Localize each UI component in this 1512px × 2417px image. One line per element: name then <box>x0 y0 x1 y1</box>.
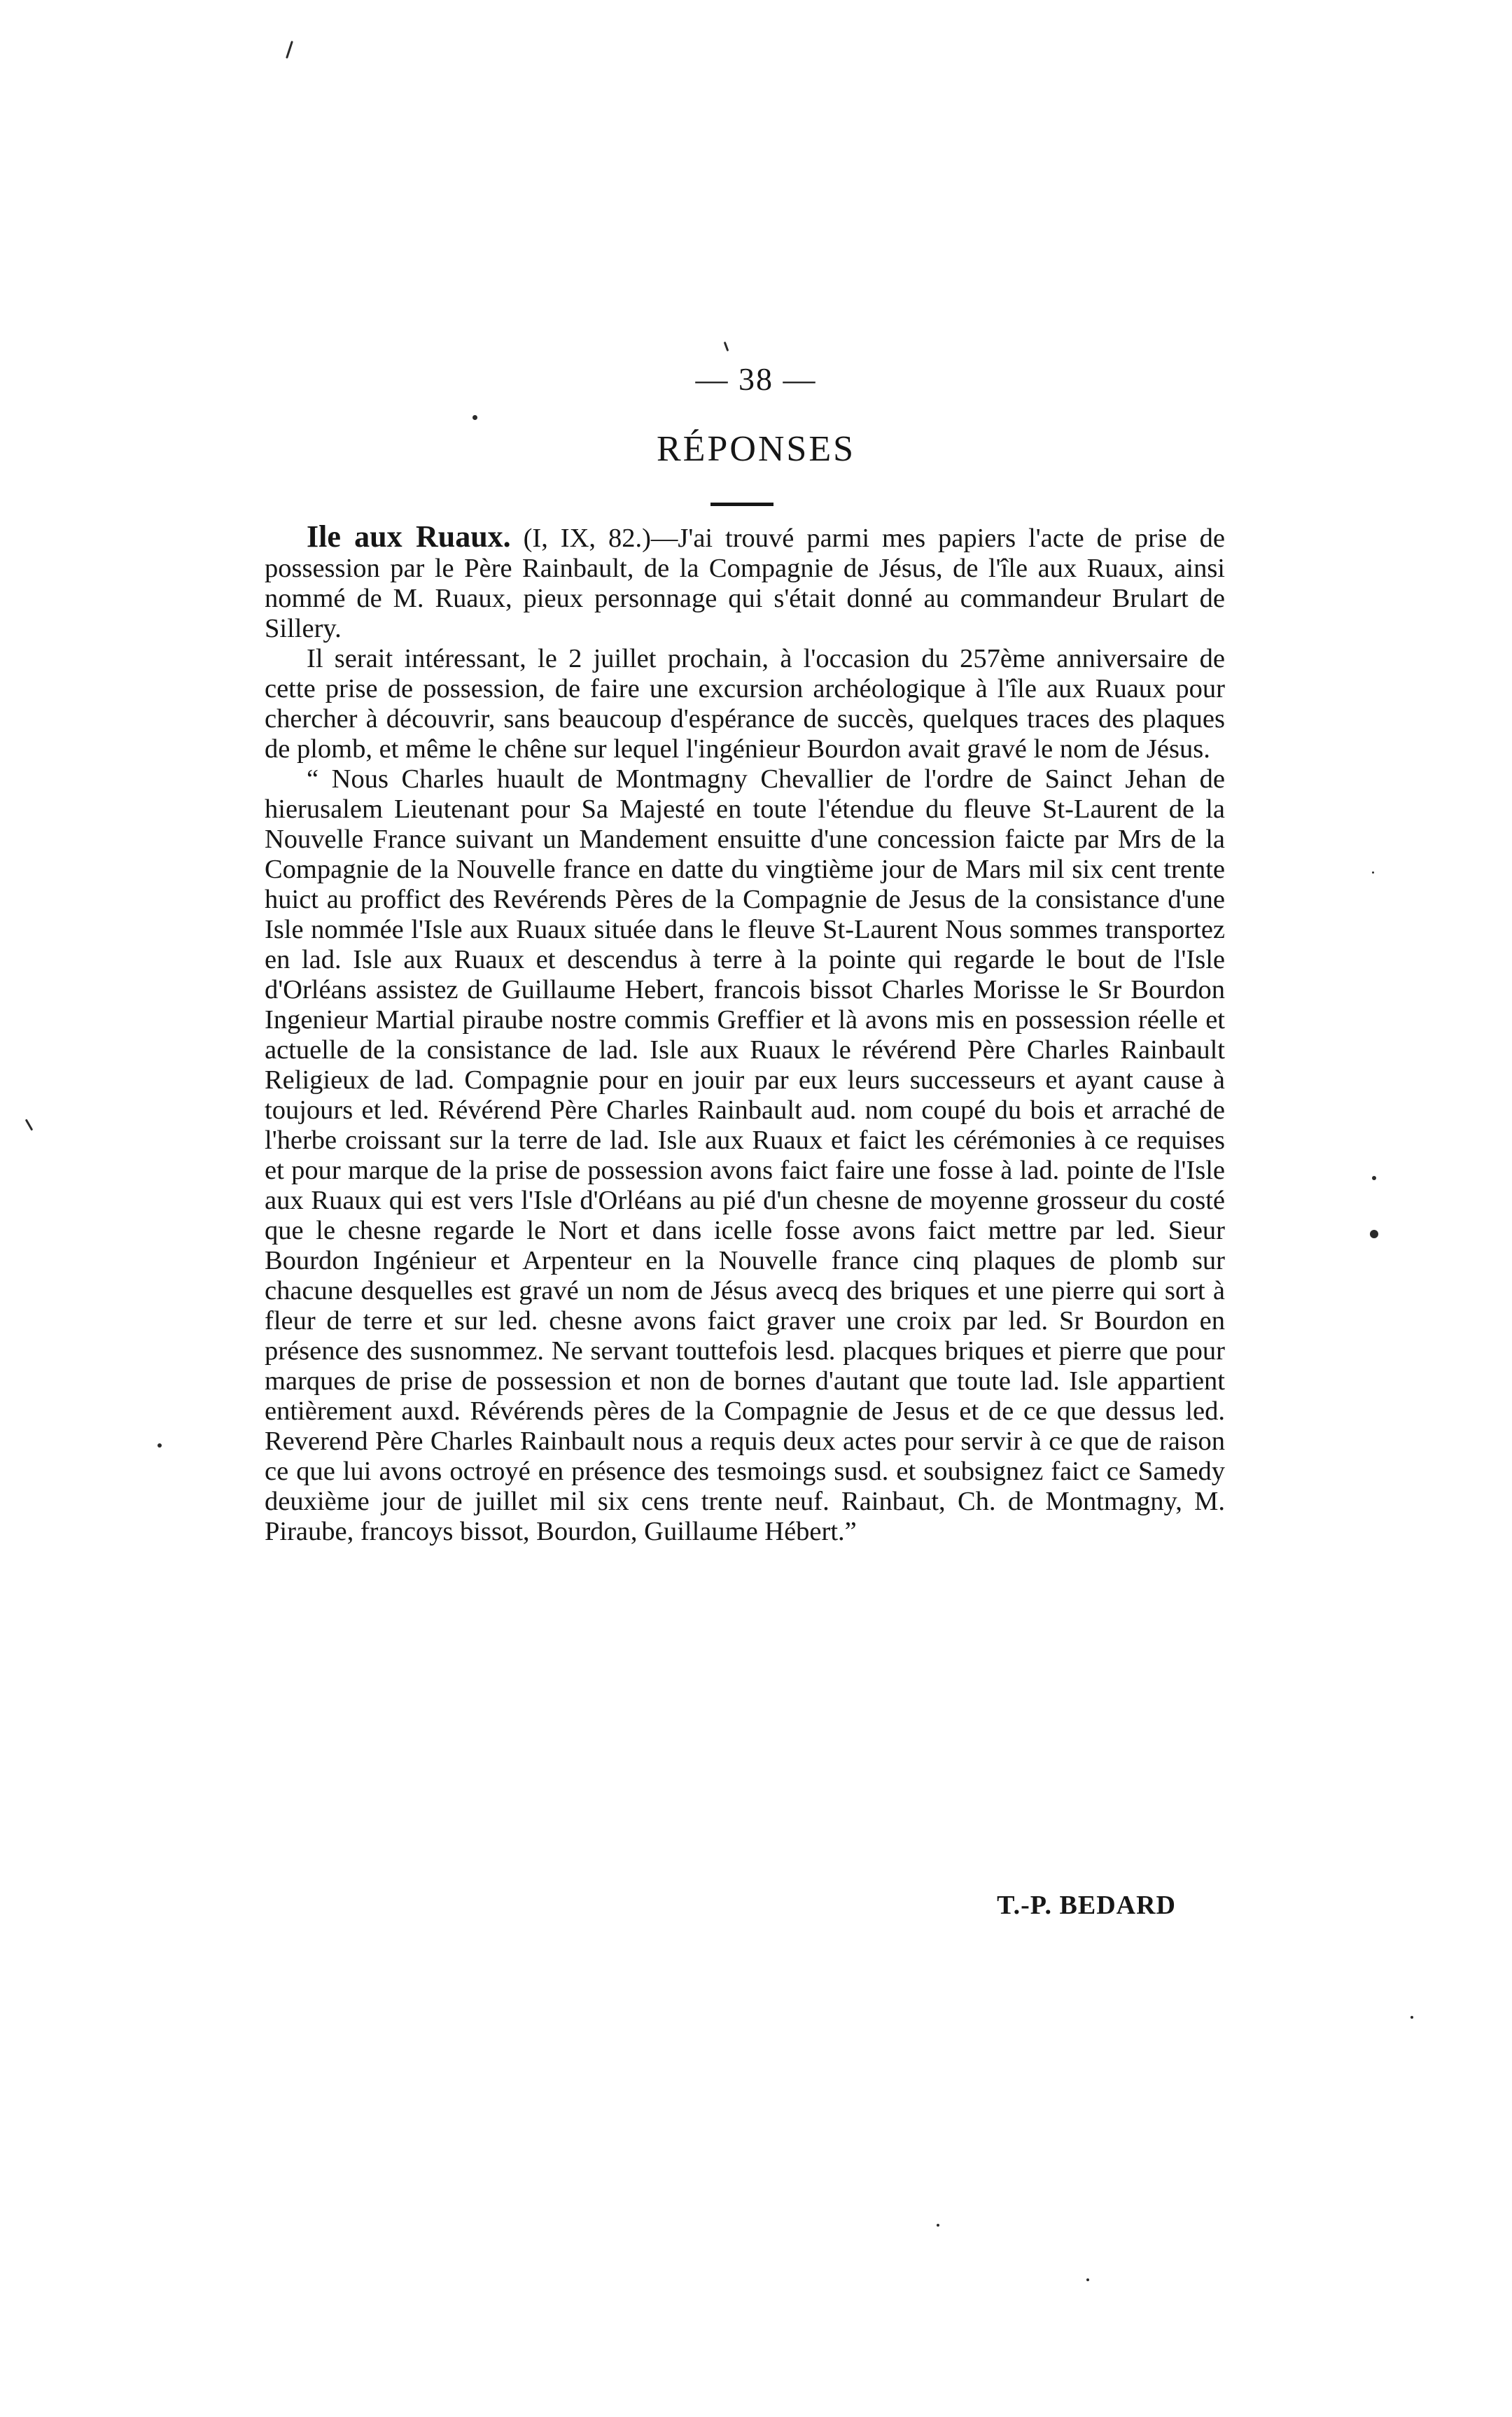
ink-speck <box>937 2224 939 2227</box>
ink-speck <box>724 342 729 351</box>
ink-speck <box>286 41 293 59</box>
page-number: — 38 — <box>695 361 817 397</box>
title-rule <box>710 503 774 506</box>
ink-speck <box>1410 2016 1413 2019</box>
paragraph-proposal: Il serait intéressant, le 2 juillet prochain, à l'occasion du 257ème anniversaire de cette prise de possession, de faire une excursion archéologique à l'île aux Ruaux pour chercher à découvrir, sans beaucoup d'espérance de succès, quelques traces des plaques de plomb, et même le chêne sur lequel l'ingénieur Bourdon avait gravé le nom de Jésus. <box>265 644 1225 764</box>
author-signature: T.-P. BEDARD <box>997 1891 1176 1920</box>
paragraph-intro <box>265 521 1225 644</box>
entry-heading: Ile aux Ruaux. <box>307 519 511 554</box>
paragraph-quoted-deed: “ Nous Charles huault de Montmagny Chevallier de l'ordre de Sainct Jehan de hierusalem Lieutenant pour Sa Majesté en toute l'étendue du fleuve St-Laurent de la Nouvelle France suivant un Mandement ensuitte d'une concession faicte par Mrs de la Compagnie de la Nouvelle france en datte du vingtième jour de Mars mil six cent trente huict au proffict des Revérends Pères de la Compagnie de Jesus de la consistance d'une Isle nommée l'Isle aux Ruaux située dans le fleuve St-Laurent Nous sommes transportez en lad. Isle aux Ruaux et descendus à terre à la pointe qui regarde le bout de l'Isle d'Orléans assistez de Guillaume Hebert, francois bissot Charles Morisse le Sr Bourdon Ingenieur Martial piraube nostre commis Greffier et là avons mis en possession réelle et actuelle de la consistance de lad. Isle aux Ruaux le révérend Père Charles Rainbault Religieux de lad. Compagnie pour en jouir par eux leurs successeurs et ayant cause à toujours et led. Révérend Père Charles Rainbault aud. nom coupé du bois et arraché de l'herbe croissant sur la terre de lad. Isle aux Ruaux et faict les cérémonies à ce requises et pour marque de la prise de possession avons faict faire une fosse à lad. pointe de l'Isle aux Ruaux qui est vers l'Isle d'Orléans au pié d'un chesne de moyenne grosseur du costé que le chesne regarde le Nort et dans icelle fosse avons faict mettre par led. Sieur Bourdon Ingénieur et Arpenteur en la Nouvelle france cinq plaques de plomb sur chacune desquelles est gravé un nom de Jésus avecq des briques et une pierre qui sort à fleur de terre et sur led. chesne avons faict graver une croix par led. Sr Bourdon en présence des susnommez. Ne servant touttefois lesd. placques briques et pierre que pour marques de prise de possession et non de bornes d'autant que toute lad. Isle appartient entièrement auxd. Révérends pères de la Compagnie de Jesus et de ce que dessus led. Reverend Père Charles Rainbault nous a requis deux actes pour servir à ce que de raison ce que lui avons octroyé en présence des tesmoings susd. et soubsignez faict ce Samedy deuxième jour de juillet mil six cens trente neuf. Rainbaut, Ch. de Montmagny, M. Piraube, francoys bissot, Bourdon, Guillaume Hébert.” <box>265 764 1225 1546</box>
ink-speck <box>1370 1230 1378 1238</box>
ink-speck <box>158 1443 162 1448</box>
article-body <box>265 521 1225 1547</box>
ink-speck <box>1086 2278 1089 2281</box>
ink-speck <box>472 415 477 420</box>
paragraph-intro-text: (I, IX, 82.)—J'ai trouvé parmi mes papiers l'acte de prise de possession par le Père Rainbault, de la Compagnie de Jésus, de l'île aux Ruaux, ainsi nommé de M. Ruaux, pieux personnage qui s'était donné au commandeur Brulart de Sillery. <box>265 524 1225 643</box>
ink-speck <box>1372 1176 1376 1180</box>
ink-speck <box>1372 871 1374 874</box>
ink-speck <box>25 1119 34 1130</box>
section-title: RÉPONSES <box>656 429 856 469</box>
